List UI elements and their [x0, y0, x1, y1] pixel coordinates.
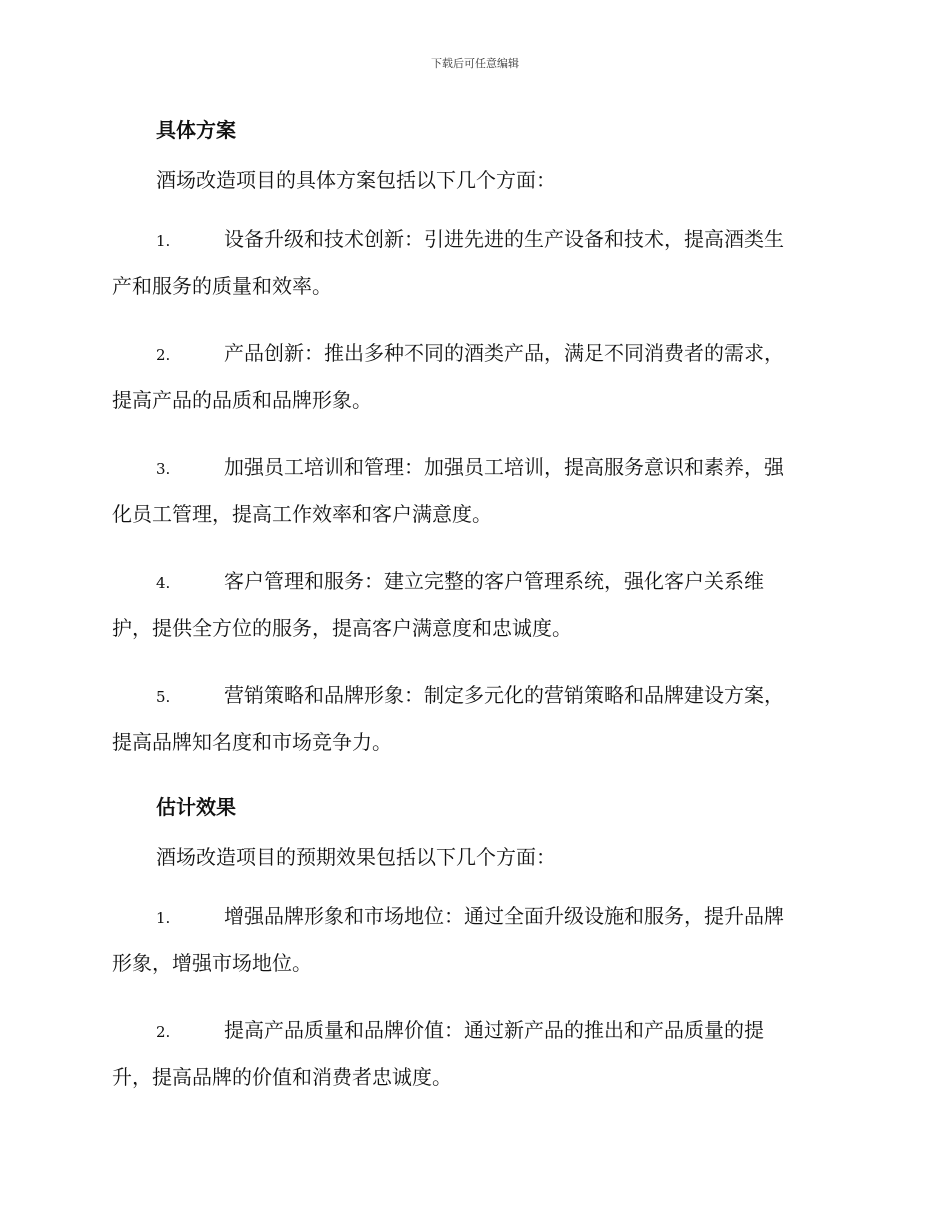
list-item [112, 894, 837, 986]
list-number: 1. [156, 232, 171, 250]
section-intro-plan: 酒场改造项目的具体方案包括以下几个方面： [156, 168, 556, 192]
list-text-line2: 护，提供全方位的服务，提高客户满意度和忠诚度。 [112, 616, 572, 640]
list-number: 1. [156, 909, 171, 927]
section-heading-effect: 估计效果 [156, 795, 236, 819]
list-text-line2: 产和服务的质量和效率。 [112, 274, 332, 298]
list-text-line2: 提高品牌知名度和市场竞争力。 [112, 730, 392, 754]
list-text-line1: 增强品牌形象和市场地位：通过全面升级设施和服务，提升品牌 [224, 904, 784, 928]
list-item [112, 217, 837, 309]
list-number: 2. [156, 346, 171, 364]
list-item [112, 1008, 837, 1100]
list-text-line2: 提高产品的品质和品牌形象。 [112, 388, 372, 412]
list-text-line1: 加强员工培训和管理：加强员工培训，提高服务意识和素养，强 [224, 455, 784, 479]
list-text-line2: 化员工管理，提高工作效率和客户满意度。 [112, 502, 492, 526]
list-item [112, 673, 837, 765]
list-item [112, 559, 837, 651]
list-text-line2: 形象，增强市场地位。 [112, 951, 312, 975]
section-heading-plan: 具体方案 [156, 118, 236, 142]
section-intro-effect: 酒场改造项目的预期效果包括以下几个方面： [156, 845, 556, 869]
list-text-line1: 客户管理和服务：建立完整的客户管理系统，强化客户关系维 [224, 569, 764, 593]
list-text-line1: 产品创新：推出多种不同的酒类产品，满足不同消费者的需求， [224, 341, 784, 365]
list-text-line2: 升，提高品牌的价值和消费者忠诚度。 [112, 1065, 452, 1089]
list-text-line1: 设备升级和技术创新：引进先进的生产设备和技术，提高酒类生 [224, 227, 784, 251]
list-text-line1: 提高产品质量和品牌价值：通过新产品的推出和产品质量的提 [224, 1018, 764, 1042]
list-item [112, 445, 837, 537]
list-number: 4. [156, 574, 171, 592]
list-item [112, 331, 837, 423]
document-body [112, 110, 837, 1100]
list-text-line1: 营销策略和品牌形象：制定多元化的营销策略和品牌建设方案， [224, 683, 784, 707]
list-number: 5. [156, 688, 171, 706]
list-number: 3. [156, 460, 171, 478]
header-note: 下载后可任意编辑 [431, 57, 519, 70]
list-number: 2. [156, 1023, 171, 1041]
